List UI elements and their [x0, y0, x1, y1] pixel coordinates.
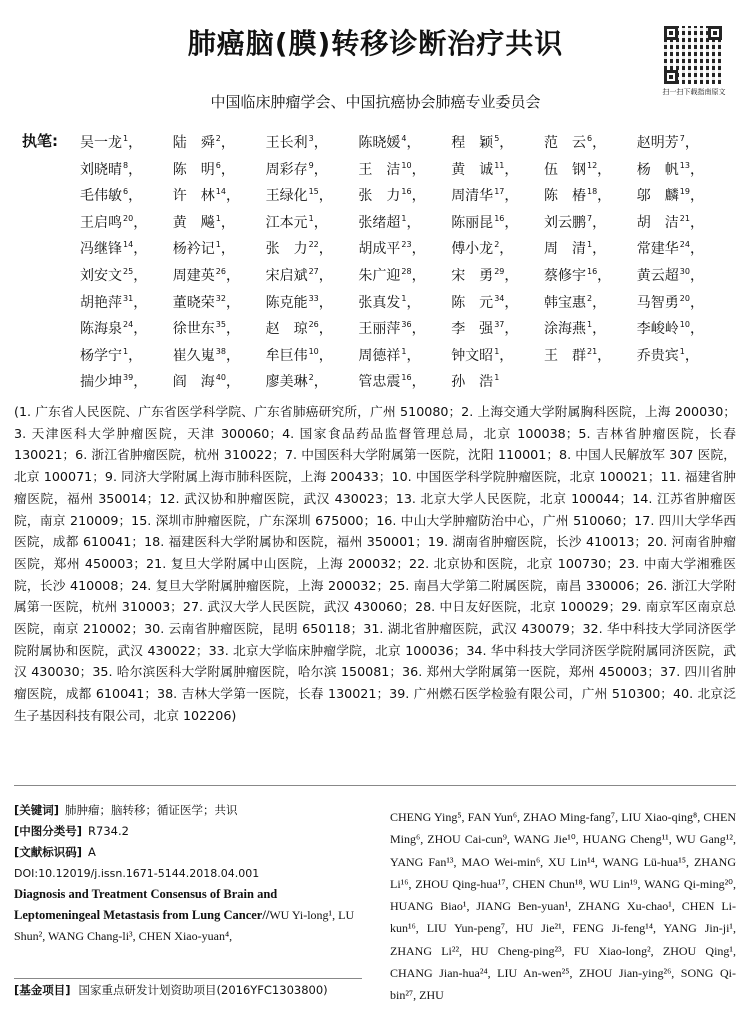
author-affiliation-number: 1: [308, 213, 314, 223]
author-name: 钟文昭$^1$，: [451, 346, 514, 364]
author-affiliation-number: 22: [308, 240, 319, 250]
funding-value: 国家重点研发计划资助项目(2016YFC1303800): [78, 983, 328, 997]
author-affiliation-number: 26: [215, 266, 226, 276]
author-affiliation-number: 32: [215, 293, 226, 303]
author-affiliation-number: 14: [123, 240, 134, 250]
keywords-label: [关键词]: [14, 803, 60, 817]
author-text: 陈海泉: [80, 321, 122, 338]
author-name: 王启鸣$^{20}$，: [80, 213, 148, 231]
author-affiliation-number: 1: [123, 134, 129, 143]
author-text: 陈 椿: [543, 188, 586, 205]
author-name: 陈克能$^{33}$，: [265, 293, 333, 311]
author-text: 胡 洁: [636, 214, 679, 231]
author-affiliation-number: 7: [679, 134, 685, 143]
author-name: 宋 勇$^{29}$，: [451, 266, 519, 284]
clc-row: [14, 821, 362, 842]
author-text: 王长利: [265, 135, 308, 151]
author-text: 伍 钢: [543, 161, 586, 178]
author-text: 宋 勇: [451, 267, 494, 284]
author-name: 宋启斌$^{27}$，: [265, 266, 333, 284]
author-name: 王丽萍$^{36}$，: [358, 320, 426, 338]
author-affiliation-number: 31: [123, 293, 134, 303]
english-citation: [14, 884, 362, 947]
author-affiliation-number: 30: [679, 266, 690, 276]
author-name: 王绿化$^{15}$，: [265, 187, 333, 205]
author-name: 胡艳萍$^{31}$，: [80, 293, 148, 311]
author-name: 管忠震$^{16}$，: [358, 373, 426, 391]
author-affiliation-number: 40: [215, 373, 226, 383]
author-text: 周 清: [543, 241, 586, 258]
author-text: 刘云鹏: [543, 214, 586, 231]
authors-label: 执笔:: [22, 132, 58, 150]
author-name: 周德祥$^1$，: [358, 346, 421, 364]
author-affiliation-number: 1: [494, 346, 500, 356]
author-name: 王 群$^{21}$，: [543, 346, 612, 364]
author-affiliation-number: 3: [308, 134, 314, 143]
author-text: 胡成平: [358, 241, 401, 258]
author-name: 张 力$^{22}$，: [265, 240, 333, 258]
author-affiliation-number: 2: [308, 373, 314, 383]
author-name: 周彩存$^9$，: [265, 160, 328, 178]
author-text: 陈晓媛: [358, 135, 401, 151]
author-affiliation-number: 1: [215, 240, 221, 250]
author-affiliation-number: 2: [494, 240, 500, 250]
author-list: [80, 129, 730, 392]
author-text: 涂海燕: [543, 321, 586, 338]
author-name: 陈 椿$^{18}$，: [543, 187, 612, 205]
author-affiliation-number: 5: [494, 134, 500, 143]
author-name: 张绪超$^1$，: [358, 213, 421, 231]
funding-label: [基金项目]: [14, 983, 71, 997]
author-affiliation-number: 6: [123, 187, 129, 197]
author-name: 程 颖$^5$，: [451, 134, 514, 151]
author-text: 吴一龙: [80, 135, 122, 151]
author-name: 陈 明$^6$，: [172, 160, 235, 178]
author-affiliation-number: 1: [215, 213, 221, 223]
author-affiliation-number: 1: [586, 240, 593, 250]
author-text: 徐世东: [172, 321, 215, 338]
author-name: 揣少坤$^{39}$，: [80, 373, 148, 391]
author-affiliation-number: 27: [308, 266, 319, 276]
author-name: 黄 诚$^{11}$，: [451, 160, 519, 178]
author-text: 范 云: [543, 135, 586, 151]
author-name: 陈 元$^{34}$，: [451, 293, 519, 311]
author-name: 廖美琳$^2$，: [265, 373, 328, 391]
author-affiliation-number: 26: [308, 320, 319, 330]
author-text: 杨衿记: [172, 241, 215, 258]
author-text: 孙 浩: [451, 374, 494, 391]
author-text: 傅小龙: [451, 241, 494, 258]
author-text: 乔贵宾: [636, 347, 679, 364]
author-text: 周清华: [451, 188, 494, 205]
author-name: 杨学宁$^1$，: [80, 346, 143, 364]
author-text: 毛伟敏: [80, 188, 122, 205]
author-text: 王 洁: [358, 161, 401, 178]
author-text: 张绪超: [358, 214, 401, 231]
author-text: 崔久嵬: [172, 347, 215, 364]
author-name: 黄 飚$^1$，: [172, 213, 235, 231]
author-affiliation-number: 20: [679, 293, 690, 303]
author-affiliation-number: 38: [215, 346, 226, 356]
author-affiliation-number: 16: [401, 373, 412, 383]
author-name: 蔡修宇$^{16}$，: [543, 266, 612, 284]
author-name: 范 云$^6$，: [543, 134, 607, 151]
author-text: 董晓荣: [172, 294, 215, 311]
author-affiliation-number: 17: [494, 187, 505, 197]
author-name: 张 力$^{16}$，: [358, 187, 426, 205]
author-text: 王丽萍: [358, 321, 401, 338]
author-text: 王绿化: [265, 188, 308, 205]
author-name: 周 清$^1$，: [543, 240, 607, 258]
author-text: 揣少坤: [80, 374, 122, 391]
qr-code-icon[interactable]: [664, 26, 722, 84]
author-affiliation-number: 29: [494, 266, 505, 276]
keywords-row: [14, 800, 362, 821]
author-name: 邬 麟$^{19}$，: [636, 187, 704, 205]
english-title: Diagnosis and Treatment Consensus of Brain and Leptomeningeal Metastasis from Lung Cancer//: [14, 887, 278, 922]
author-affiliation-number: 36: [401, 320, 412, 330]
author-text: 陈 明: [172, 161, 215, 178]
funding-row: [14, 978, 362, 998]
author-affiliation-number: 1: [494, 373, 500, 383]
author-text: 赵明芳: [636, 135, 679, 151]
author-text: 王启鸣: [80, 214, 122, 231]
author-name: 刘安文$^{25}$，: [80, 266, 148, 284]
author-name: 杨 帆$^{13}$，: [636, 160, 704, 178]
author-name: 韩宝惠$^2$，: [543, 293, 607, 311]
author-affiliation-number: 21: [679, 213, 690, 223]
author-name: 陈丽昆$^{16}$，: [451, 213, 519, 231]
author-text: 黄云超: [636, 267, 679, 284]
author-affiliation-number: 1: [586, 320, 593, 330]
qr-caption: 扫一扫下载指南原文: [662, 88, 726, 96]
author-name: 刘晓晴$^8$，: [80, 160, 143, 178]
author-affiliation-number: 15: [308, 187, 319, 197]
author-text: 张 力: [358, 188, 401, 205]
author-affiliation-number: 6: [586, 134, 593, 143]
author-name: 毛伟敏$^6$，: [80, 187, 143, 205]
author-text: 阎 海: [172, 374, 215, 391]
author-name: 马智勇$^{20}$，: [636, 293, 704, 311]
section-divider: [14, 785, 736, 786]
author-text: 陆 舜: [172, 135, 215, 151]
organization-subtitle: 中国临床肿瘤学会、中国抗癌协会肺癌专业委员会: [210, 93, 541, 111]
author-name: 董晓荣$^{32}$，: [172, 293, 240, 311]
article-meta: [14, 800, 362, 947]
author-affiliation-number: 23: [401, 240, 412, 250]
author-affiliation-number: 13: [679, 160, 690, 170]
author-affiliation-number: 21: [586, 346, 598, 356]
author-text: 蔡修宇: [543, 267, 586, 284]
author-name: 张真发$^1$，: [358, 293, 421, 311]
author-name: 周建英$^{26}$，: [172, 266, 240, 284]
paper-title: 肺癌脑(膜)转移诊断治疗共识: [187, 27, 564, 60]
author-affiliation-number: 10: [401, 160, 412, 170]
author-text: 杨 帆: [636, 161, 679, 178]
author-text: 程 颖: [451, 135, 494, 151]
english-authors-start: WU Yi-long¹, LU Shun², WANG Chang-li³, CHEN Xiao-yuan⁴,: [14, 908, 355, 943]
author-text: 张 力: [265, 241, 308, 258]
author-text: 冯继锋: [80, 241, 122, 258]
author-text: 胡艳萍: [80, 294, 122, 311]
author-affiliation-number: 12: [586, 160, 598, 170]
author-name: 胡 洁$^{21}$，: [636, 213, 704, 231]
author-name: 胡成平$^{23}$，: [358, 240, 426, 258]
author-affiliation-number: 1: [679, 346, 685, 356]
author-text: 刘安文: [80, 267, 122, 284]
author-name: 傅小龙$^2$，: [451, 240, 514, 258]
doccode-row: [14, 842, 362, 863]
author-name: 周清华$^{17}$，: [451, 187, 519, 205]
author-text: 韩宝惠: [543, 294, 586, 311]
author-text: 陈 元: [451, 294, 494, 311]
author-text: 牟巨伟: [265, 347, 308, 364]
author-name: 王长利$^3$，: [265, 134, 328, 151]
author-affiliation-number: 4: [401, 134, 407, 143]
author-affiliation-number: 24: [679, 240, 690, 250]
author-name: 许 林$^{14}$，: [172, 187, 240, 205]
author-name: 乔贵宾$^1$，: [636, 346, 699, 364]
author-affiliation-number: 11: [494, 160, 505, 170]
author-text: 许 林: [172, 188, 215, 205]
author-name: 黄云超$^{30}$，: [636, 266, 704, 284]
author-text: 李峻岭: [636, 321, 679, 338]
author-affiliation-number: 1: [123, 346, 129, 356]
author-affiliation-number: 16: [494, 213, 505, 223]
author-text: 周彩存: [265, 161, 308, 178]
author-affiliation-number: 6: [215, 160, 221, 170]
author-affiliation-number: 19: [679, 187, 690, 197]
author-text: 马智勇: [636, 294, 679, 311]
author-name: 赵明芳$^7$，: [636, 134, 699, 151]
author-name: 涂海燕$^1$，: [543, 320, 607, 338]
author-text: 陈克能: [265, 294, 308, 311]
author-affiliation-number: 1: [401, 293, 407, 303]
author-name: 陈晓媛$^4$，: [358, 134, 421, 151]
author-name: 李峻岭$^{10}$，: [636, 320, 704, 338]
author-affiliation-number: 33: [308, 293, 319, 303]
author-text: 朱广迎: [358, 267, 401, 284]
author-affiliation-number: 24: [123, 320, 134, 330]
author-text: 邬 麟: [636, 188, 679, 205]
author-affiliation-number: 28: [401, 266, 412, 276]
author-affiliation-number: 10: [679, 320, 690, 330]
author-affiliation-number: 2: [215, 134, 221, 143]
affiliations: (1. 广东省人民医院、广东省医学科学院、广东省肺癌研究所，广州 510080；2. 上海交通大学附属胸科医院，上海 200030；3. 天津医科大学肿瘤医院，天津 300060；4. 国家食品药品监督管理总局，北京 100038；5. 吉林省肿瘤医院，长春 130021；6. 浙江省肿瘤医院，杭州 310022；7. 中国医科大学附属第一医院，沈阳 110001；8. 中国人民解放军 307 医院，北京 100071；9. 同济大学附属上海市肺科医院，上海 200433；10. 中国医学科学院肿瘤医院，北京 100021；11. 福建省肿瘤医院，福州 350014；12. 武汉协和肿瘤医院，武汉 430023；13. 北京大学人民医院，北京 100044；14. 江苏省肿瘤医院，南京 210009；15. 深圳市肿瘤医院，广东深圳 675000；16. 中山大学肿瘤防治中心，广州 510060；17. 四川大学华西医院，成都 610041；18. 福建医科大学附属协和医院，福州 350001；19. 湖南省肿瘤医院，长沙 410013；20. 河南省肿瘤医院，郑州 450003；21. 复旦大学附属中山医院，上海 200032；22. 北京协和医院，北京 100730；23. 中南大学湘雅医院，长沙 410008；24. 复旦大学附属肿瘤医院，上海 200032；25. 南昌大学第二附属医院，南昌 330006；26. 浙江大学附属第一医院，杭州 310003；27. 武汉大学人民医院，武汉 430060；28. 中日友好医院，北京 100029；29. 南京军区南京总医院，南京 210002；30. 云南省肿瘤医院，昆明 650118；31. 湖北省肿瘤医院，武汉 430079；32. 华中科技大学同济医学院附属协和医院，武汉 430022；33. 北京大学临床肿瘤学院，北京 100036；34. 华中科技大学同济医学院附属同济医院，武汉 430030；35. 哈尔滨医科大学附属肿瘤医院，哈尔滨 150081；36. 郑州大学附属第一医院，郑州 450003；37. 四川省肿瘤医院，成都 610041；38. 吉林大学第一医院，长春 130021；39. 广州燃石医学检验有限公司，广州 510300；40. 北京泛生子基因科技有限公司，北京 102206): [14, 404, 736, 723]
author-name: [451, 368, 544, 392]
author-affiliation-number: 10: [308, 346, 319, 356]
author-text: 常建华: [636, 241, 679, 258]
author-affiliation-number: 18: [586, 187, 598, 197]
author-text: 钟文昭: [451, 347, 494, 364]
author-text: 周德祥: [358, 347, 401, 364]
author-affiliation-number: 14: [215, 187, 226, 197]
author-name: 徐世东$^{35}$，: [172, 320, 240, 338]
author-name: 李 强$^{37}$，: [451, 320, 519, 338]
author-name: 伍 钢$^{12}$，: [543, 160, 612, 178]
author-affiliation-number: 16: [586, 266, 598, 276]
author-affiliation-number: 2: [586, 293, 593, 303]
author-name: 赵 琼$^{26}$，: [265, 320, 333, 338]
author-text: 黄 诚: [451, 161, 494, 178]
author-name: 陆 舜$^2$，: [172, 134, 235, 151]
author-affiliation-number: 7: [586, 213, 593, 223]
author-affiliation-number: 37: [494, 320, 505, 330]
author-affiliation-number: 9: [308, 160, 314, 170]
author-name: 朱广迎$^{28}$，: [358, 266, 426, 284]
author-text: 管忠震: [358, 374, 401, 391]
author-text: 陈丽昆: [451, 214, 494, 231]
author-name: 陈海泉$^{24}$，: [80, 320, 148, 338]
author-affiliation-number: 25: [123, 266, 134, 276]
author-name: 刘云鹏$^7$，: [543, 213, 607, 231]
author-affiliation-number: 20: [123, 213, 134, 223]
author-text: 李 强: [451, 321, 494, 338]
author-affiliation-number: 1: [401, 346, 407, 356]
author-text: 赵 琼: [265, 321, 308, 338]
doccode-value: A: [88, 845, 96, 859]
clc-value: R734.2: [88, 824, 129, 838]
english-authors-continued: CHENG Ying⁵, FAN Yun⁶, ZHAO Ming-fang⁷, LIU Xiao-qing⁸, CHEN Ming⁶, ZHOU Cai-cun⁹, WANG Jie¹⁰, HUANG Cheng¹¹, WU Gang¹², YANG Fan¹³, MAO Wei-min⁶, XU Lin¹⁴, WANG Lü-hua¹⁵, ZHANG Li¹⁶, ZHOU Qing-hua¹⁷, CHEN Chun¹⁸, WU Lin¹⁹, WANG Qi-ming²⁰, HUANG Biao¹, JIANG Ben-yuan¹, ZHANG Xu-chao¹, CHEN Li-kun¹⁶, LIU Yun-peng⁷, HU Jie²¹, FENG Ji-feng¹⁴, YANG Jin-ji¹, ZHANG Li²², HU Cheng-ping²³, FU Xiao-long², ZHOU Qing¹, CHANG Jian-hua²⁴, LIU An-wen²⁵, ZHOU Jian-ying²⁶, SONG Qi-bin²⁷, ZHU: [390, 810, 736, 1003]
author-text: 王 群: [543, 347, 586, 364]
author-name: 常建华$^{24}$，: [636, 240, 704, 258]
author-name: 王 洁$^{10}$，: [358, 160, 426, 178]
author-name: 冯继锋$^{14}$，: [80, 240, 148, 258]
author-text: 刘晓晴: [80, 161, 122, 178]
author-affiliation-number: 39: [123, 373, 134, 383]
author-affiliation-number: 34: [494, 293, 505, 303]
author-name: 吴一龙$^1$，: [80, 134, 143, 151]
author-text: 杨学宁: [80, 347, 122, 364]
author-name: 杨衿记$^1$，: [172, 240, 235, 258]
author-affiliation-number: 35: [215, 320, 226, 330]
doi[interactable]: DOI:10.12019/j.issn.1671-5144.2018.04.001: [14, 867, 260, 880]
author-text: 宋启斌: [265, 267, 308, 284]
author-name: 牟巨伟$^{10}$，: [265, 346, 333, 364]
author-text: 张真发: [358, 294, 401, 311]
author-name: 阎 海$^{40}$，: [172, 373, 240, 391]
author-text: 周建英: [172, 267, 215, 284]
author-text: 黄 飚: [172, 214, 215, 231]
author-name: 崔久嵬$^{38}$，: [172, 346, 240, 364]
author-text: 廖美琳: [265, 374, 308, 391]
author-affiliation-number: 8: [123, 160, 129, 170]
author-text: 江本元: [265, 214, 308, 231]
author-affiliation-number: 1: [401, 213, 407, 223]
keywords-value: 肺肿瘤；脑转移；循证医学；共识: [65, 803, 238, 817]
clc-label: [中图分类号]: [14, 824, 83, 838]
doccode-label: [文献标识码]: [14, 845, 83, 859]
author-affiliation-number: 16: [401, 187, 412, 197]
author-name: 江本元$^1$，: [265, 213, 328, 231]
